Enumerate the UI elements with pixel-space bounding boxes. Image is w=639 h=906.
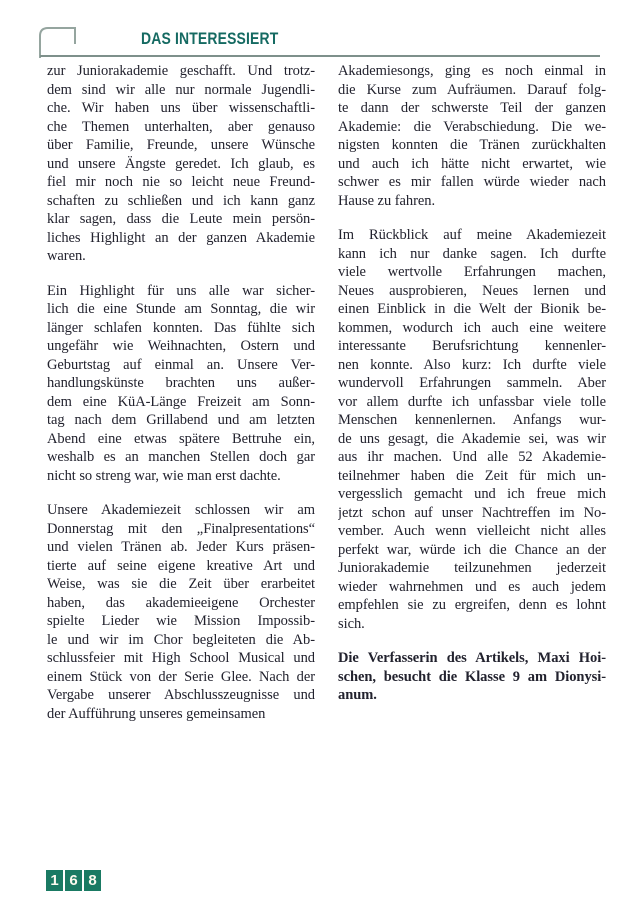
text-line: che Themen unterhalten, aber genauso bbox=[47, 118, 315, 135]
text-line: kommen, wodurch ich auch eine weitere bbox=[338, 319, 606, 336]
text-line: interessante Berufsrichtung kennenler- bbox=[338, 338, 606, 354]
text-line: Geburtstag auf einmal an. Unsere Ver- bbox=[47, 356, 315, 373]
text-line: Juniorakademie teilzunehmen jederzeit bbox=[338, 560, 606, 576]
right-column bbox=[338, 62, 606, 739]
header-rule bbox=[40, 55, 600, 57]
article-body bbox=[47, 62, 606, 739]
text-line: kann ich nur danke sagen. Ich durfte bbox=[338, 245, 606, 262]
text-line: länger schlafen konnten. Das fühlte sich bbox=[47, 319, 315, 336]
text-line: zur Juniorakademie geschafft. Und trotz- bbox=[47, 63, 315, 79]
text-line: le und wir im Chor begleiteten die Ab- bbox=[47, 631, 315, 648]
text-line: Neues ausprobieren, Neues lernen und bbox=[338, 282, 606, 299]
text-line: nicht so streng war, wie man erst dachte. bbox=[47, 467, 281, 484]
text-line: Die Verfasserin des Artikels, Maxi Hoi- bbox=[338, 650, 606, 666]
text-line: schlussfeier mit High School Musical und bbox=[47, 650, 315, 666]
text-line: Menschen kennenlernen. Anfangs wur- bbox=[338, 412, 606, 428]
text-line: Abend eine etwas spätere Bettruhe ein, bbox=[47, 430, 315, 447]
paragraph bbox=[338, 226, 606, 633]
text-line: vergesslich gemacht und ich freue mich bbox=[338, 486, 606, 502]
text-line: und vielen Tränen ab. Jeder Kurs präsen- bbox=[47, 539, 315, 555]
text-line: dem eine KüA-Länge Freizeit am Sonn- bbox=[47, 393, 315, 410]
paragraph bbox=[47, 282, 315, 486]
section-title: DAS INTERESSIERT bbox=[141, 29, 279, 48]
page-number-digit: 6 bbox=[65, 870, 82, 891]
text-line: schen, besucht die Klasse 9 am Dionysi- bbox=[338, 668, 606, 685]
paragraph bbox=[338, 649, 606, 705]
text-line: Akademie: die Verabschiedung. Die we- bbox=[338, 118, 606, 135]
text-line: waren. bbox=[47, 248, 86, 264]
text-line: sich. bbox=[338, 615, 365, 632]
text-line: handlungskünste brachten uns außer- bbox=[47, 375, 315, 391]
text-line: einen Einblick in die Welt der Bionik be- bbox=[338, 301, 606, 317]
text-line: der Aufführung unseres gemeinsamen bbox=[47, 705, 266, 722]
text-line: viele wertvolle Erfahrungen machen, bbox=[338, 264, 606, 280]
text-line: wundervoll Erfahrungen sammeln. Aber bbox=[338, 375, 606, 391]
text-line: empfehlen sie zu ergreifen, denn es lohnt bbox=[338, 597, 606, 613]
text-line: Ein Highlight für uns alle war sicher- bbox=[47, 282, 315, 299]
text-line: schaften zu schließen und ich kann ganz bbox=[47, 192, 315, 209]
text-line: ungefähr wie Weihnachten, Ostern und bbox=[47, 338, 315, 354]
page-number-digit: 8 bbox=[84, 870, 101, 891]
text-line: und auch ich hätte nicht erwartet, wie bbox=[338, 155, 606, 172]
text-line: te dann der schwerste Teil der ganzen bbox=[338, 100, 606, 116]
text-line: che. Wir haben uns über wissenschaftli- bbox=[47, 100, 315, 116]
text-line: fiel mir noch nie so leicht neue Freund- bbox=[47, 174, 315, 190]
left-column bbox=[47, 62, 315, 739]
text-line: tag nach dem Grillabend und am letzten bbox=[47, 412, 315, 428]
text-line: dem sind wir alle nur normale Jugendli- bbox=[47, 81, 315, 98]
paragraph bbox=[47, 62, 315, 266]
text-line: weshalb es an manchen Stellen doch gar bbox=[47, 449, 315, 465]
text-line: jetzt schon auf unser Nachtreffen im No- bbox=[338, 504, 606, 521]
text-line: vor allem durfte ich unfassbar viele tolle bbox=[338, 393, 606, 410]
text-line: Donnerstag mit den „Finalpresentations“ bbox=[47, 520, 315, 537]
text-line: Im Rückblick auf meine Akademiezeit bbox=[338, 227, 606, 243]
text-line: lich die eine Stunde am Sonntag, die wir bbox=[47, 301, 315, 317]
text-line: wieder wahrnehmen und es auch jedem bbox=[338, 578, 606, 595]
text-line: aus ihr machen. Und alle 52 Akademie- bbox=[338, 449, 606, 465]
corner-tab-decoration bbox=[38, 25, 82, 58]
text-line: und unsere Ängste geredet. Ich glaub, es bbox=[47, 155, 315, 172]
text-line: klar sagen, dass die Leute mein persön- bbox=[47, 211, 315, 227]
text-line: Weise, was sie die Zeit über erarbeitet bbox=[47, 576, 315, 592]
page-number bbox=[46, 870, 101, 891]
text-line: schwer es mir fallen würde wieder nach bbox=[338, 174, 606, 190]
text-line: Unsere Akademiezeit schlossen wir am bbox=[47, 502, 315, 518]
text-line: Vergabe unserer Abschlusszeugnisse und bbox=[47, 687, 315, 703]
text-line: anum. bbox=[338, 687, 377, 703]
text-line: Hause zu fahren. bbox=[338, 192, 436, 209]
text-line: de uns gesagt, die Akademie sei, was wir bbox=[338, 430, 606, 447]
text-line: teilnehmer haben die Zeit für mich un- bbox=[338, 467, 606, 484]
text-line: die Kurse zum Aufräumen. Darauf folg- bbox=[338, 81, 606, 98]
paragraph bbox=[47, 501, 315, 723]
text-line: nen konnte. Also kurz: Ich durfte viele bbox=[338, 356, 606, 373]
page-number-digit: 1 bbox=[46, 870, 63, 891]
text-line: perfekt war, würde ich die Chance an der bbox=[338, 541, 606, 558]
text-line: einem Stück von der Serie Glee. Nach der bbox=[47, 668, 315, 685]
text-line: nigsten konnten die Tränen zurückhalten bbox=[338, 137, 606, 153]
text-line: Akademiesongs, ging es noch einmal in bbox=[338, 63, 606, 79]
text-line: liches Highlight an der ganzen Akademie bbox=[47, 229, 315, 246]
paragraph bbox=[338, 62, 606, 210]
text-line: tierte auf seine eigene kreative Art und bbox=[47, 557, 315, 574]
text-line: haben, das akademieeigene Orchester bbox=[47, 594, 315, 611]
text-line: spielte Lieder wie Mission Impossib- bbox=[47, 613, 315, 629]
text-line: über Familie, Freunde, unsere Wünsche bbox=[47, 137, 315, 153]
text-line: vember. Auch wenn vielleicht nicht alles bbox=[338, 523, 606, 539]
